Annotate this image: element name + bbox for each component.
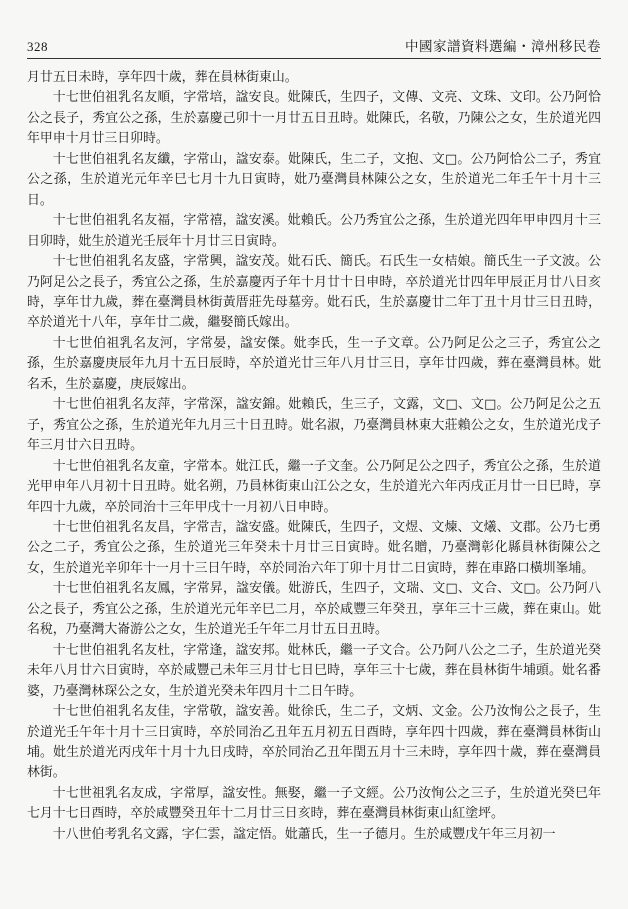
- body-text: [27, 68, 601, 845]
- paragraph: 十七世伯祖乳名友童，字常本。妣江氏，繼一子文奎。公乃阿足公之四子，秀宜公之孫，生於道光甲申年八月初十日丑時。妣名朔，乃員林街東山江公之女，生於道光六年丙戌正月廿一日巳時，享年四十九歲，卒於同治十三年甲戌十一月初八日申時。: [27, 458, 601, 515]
- paragraph: 十七世伯祖乳名友纖，字常山，諡安泰。妣陳氏，生二子，文抱、文□。公乃阿恰公二子，秀宜公之孫，生於道光元年辛巳七月十九日寅時，妣乃臺灣員林陳公之女，生於道光二年壬午十月十三日。: [27, 151, 601, 208]
- paragraph: 十八世伯考乳名文露，字仁雲，諡定悟。妣蕭氏，生一子德月。生於咸豐戊午年三月初一: [52, 826, 556, 842]
- paragraph: 十七世祖乳名友成，字常厚，諡安性。無娶，繼一子文經。公乃汝恂公之三子，生於道光癸巳年七月十七日酉時，卒於咸豐癸丑年十二月廿三日亥時，葬在臺灣員林街東山紅塗坪。: [27, 785, 601, 822]
- paragraph: 十七世伯祖乳名友盛，字常興，諡安茂。妣石氏、簡氏。石氏生一女桔娘。簡氏生一子文波。公乃阿足公之長子，秀宜公之孫，生於嘉慶丙子年十月廿十日申時，卒於道光廿四年甲辰正月廿八日亥時，享年廿九歲，葬在臺灣員林街黃厝莊先母墓旁。妣石氏，生於嘉慶廿二年丁丑十月廿三日丑時，卒於道光十八年，享年廿二歲，繼娶簡氏嫁出。: [27, 254, 601, 331]
- running-title: 中國家譜資料選編・漳州移民卷: [405, 39, 601, 55]
- paragraph: 十七世伯祖乳名友昌，字常吉，諡安盛。妣陳氏，生四子，文煜、文煉、文爔、文郡。公乃七勇公之二子，秀宜公之孫，生於道光三年癸未十月廿三日寅時。妣名贈，乃臺灣彰化縣員林街陳公之女，生於道光辛卯年十一月十三日午時，卒於同治六年丁卯十月廿二日寅時，葬在車路口橫圳峯埔。: [27, 519, 601, 576]
- page-number: 328: [27, 39, 48, 54]
- paragraph: 十七世伯祖乳名友萍，字常深，諡安錦。妣賴氏，生三子，文露，文□、文□。公乃阿足公之五子，秀宜公之孫，生於道光年九月三十日丑時。妣名淑，乃臺灣員林東大莊賴公之女，生於道光戊子年三月廿六日丑時。: [27, 397, 601, 454]
- page-header: [27, 31, 601, 59]
- paragraph: 十七世伯祖乳名友福，字常禧，諡安溪。妣賴氏。公乃秀宜公之孫，生於道光四年甲申四月十三日卯時，妣生於道光壬辰年十月廿三日寅時。: [27, 213, 601, 249]
- paragraph: 十七世伯祖乳名友杜，字常逢，諡安邦。妣林氏，繼一子文合。公乃阿八公之二子，生於道光癸未年八月廿六日寅時，卒於咸豐己未年三月廿七日巳時，享年三十七歲，葬在員林街牛埔頭。妣名番婆，乃臺灣林琛公之女，生於道光癸未年四月十二日午時。: [27, 642, 601, 699]
- paragraph: 十七世伯祖乳名友順，字常培，諡安良。妣陳氏，生四子，文傳、文亮、文珠、文印。公乃阿恰公之長子，秀宜公之孫，生於嘉慶己卯十一月廿五日丑時。妣陳氏，名敬，乃陳公之女，生於道光四年甲申十月廿三日卯時。: [27, 90, 601, 147]
- paragraph: 十七世伯祖乳名友河，字常晏，諡安傑。妣李氏，生一子文章。公乃阿足公之三子，秀宜公之孫，生於嘉慶庚辰年九月十五日辰時，卒於道光廿三年八月廿三日，享年廿四歲，葬在臺灣員林。妣名禾，生於嘉慶，庚辰嫁出。: [27, 335, 601, 392]
- paragraph: 月廿五日未時，享年四十歲，葬在員林街東山。: [27, 70, 298, 85]
- paragraph: 十七世伯祖乳名友鳳，字常昇，諡安儀。妣游氏，生四子，文瑞、文□、文合、文□。公乃阿八公之長子，秀宜公之孫，生於道光元年辛巳二月，卒於咸豐三年癸丑，享年三十三歲，葬在東山。妣名稅，乃臺灣大崙游公之女，生於道光壬午年二月廿五日丑時。: [27, 581, 601, 638]
- paragraph: 十七世伯祖乳名友佳，字常敬，諡安善。妣徐氏，生二子，文炳、文金。公乃汝恂公之長子，生於道光壬午年十月十三日寅時，卒於同治乙丑年五月初五日酉時，享年四十四歲，葬在臺灣員林街山埔。妣生於道光丙戌年十月十九日戌時，卒於同治乙丑年閏五月十三未時，享年四十歲，葬在臺灣員林街。: [27, 704, 601, 781]
